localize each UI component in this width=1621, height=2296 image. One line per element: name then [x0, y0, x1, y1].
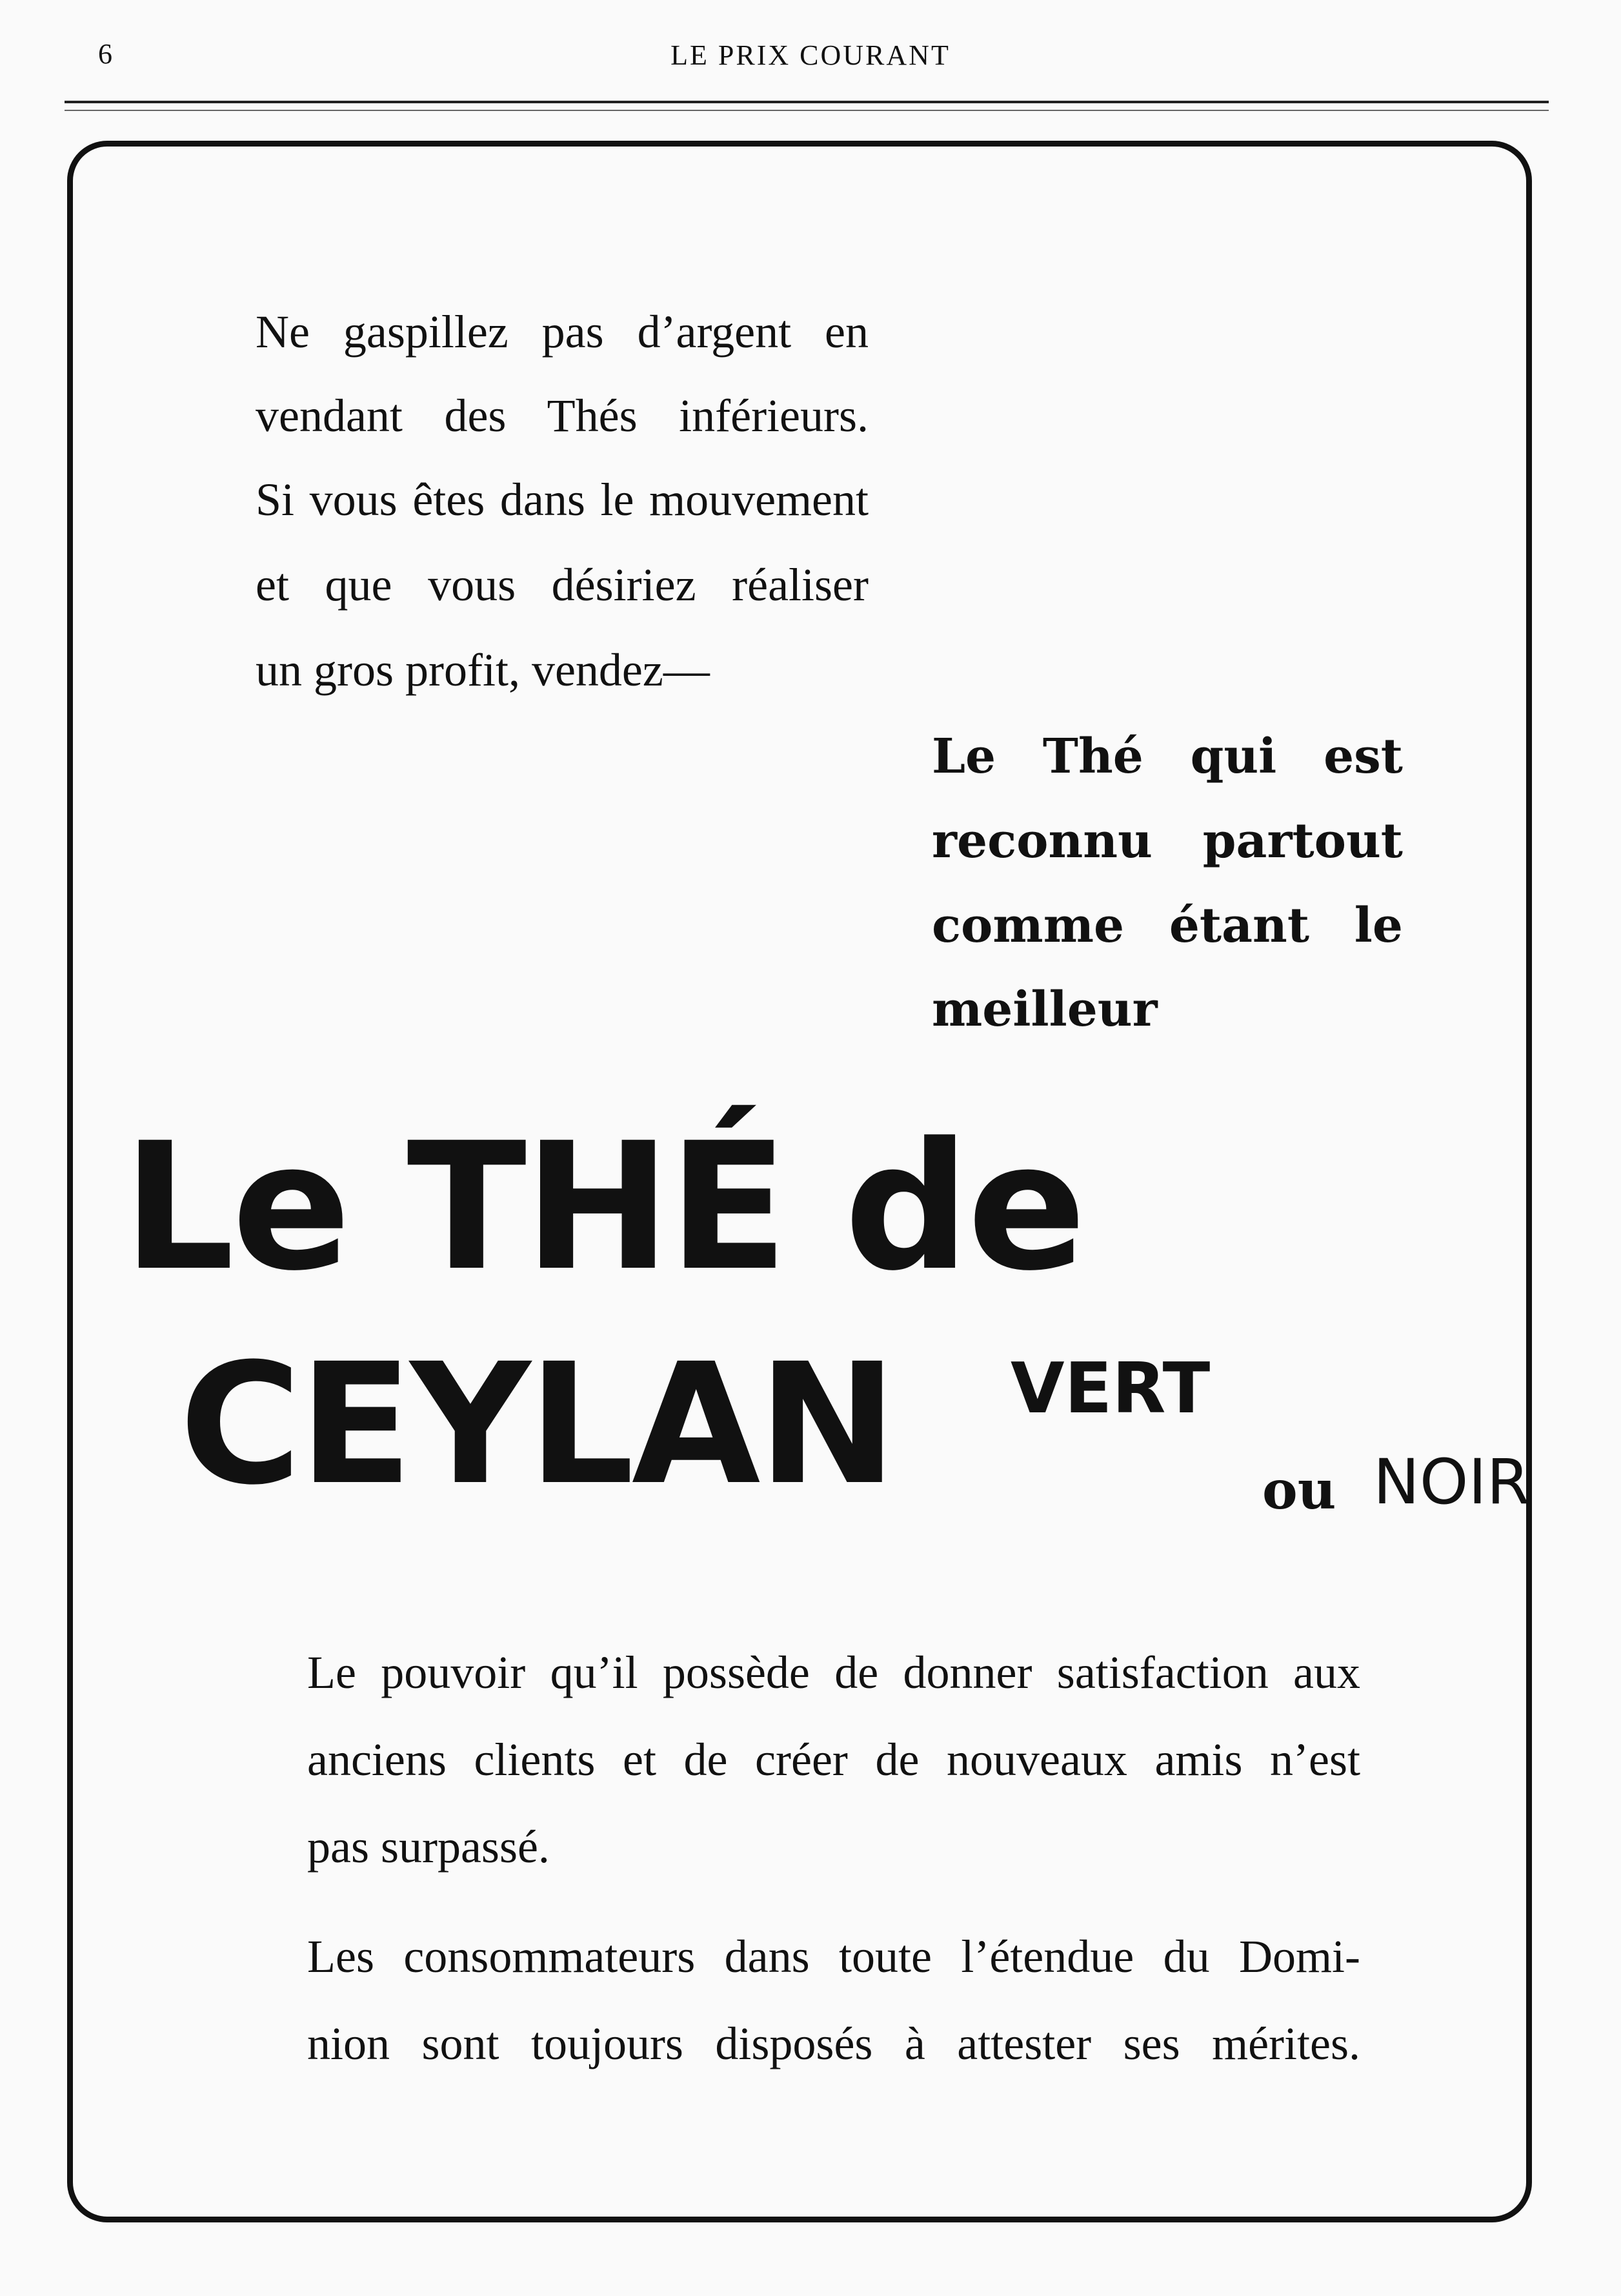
intro-text-line: Ne gaspillez pas d’argent en [256, 306, 869, 358]
intro-text-line: un gros profit, vendez— [256, 644, 710, 696]
variant-connector: ou [1262, 1459, 1336, 1521]
body-text-line: nion sont toujours disposés à attester ses mérites. [307, 2018, 1360, 2069]
body-text-line: Les consommateurs dans toute l’étendue du Domi- [307, 1931, 1360, 1982]
headline-line-1: Le THÉ de [123, 1106, 1084, 1310]
headline-line-2: CEYLAN [179, 1328, 895, 1521]
slogan-line: meilleur [932, 982, 1158, 1037]
body-text-line: pas surpassé. [307, 1821, 550, 1873]
body-text-line: Le pouvoir qu’il possède de donner satisfaction aux [307, 1647, 1360, 1698]
intro-text-line: vendant des Thés inférieurs. [256, 390, 869, 442]
slogan-line: comme étant le [932, 898, 1403, 953]
slogan-line: reconnu partout [932, 813, 1403, 869]
header-rule-thin [65, 110, 1549, 111]
variant-vert: VERT [1011, 1348, 1211, 1429]
body-text-line: anciens clients et de créer de nouveaux amis n’est [307, 1734, 1360, 1785]
variant-noir: NOIR [1373, 1446, 1530, 1518]
header-rule [65, 101, 1549, 103]
intro-text-line: Si vous êtes dans le mouvement [256, 474, 869, 525]
slogan-line: Le Thé qui est [932, 729, 1403, 784]
running-title: LE PRIX COURANT [670, 39, 951, 71]
page-number: 6 [98, 38, 112, 70]
intro-text-line: et que vous désiriez réaliser [256, 559, 869, 611]
